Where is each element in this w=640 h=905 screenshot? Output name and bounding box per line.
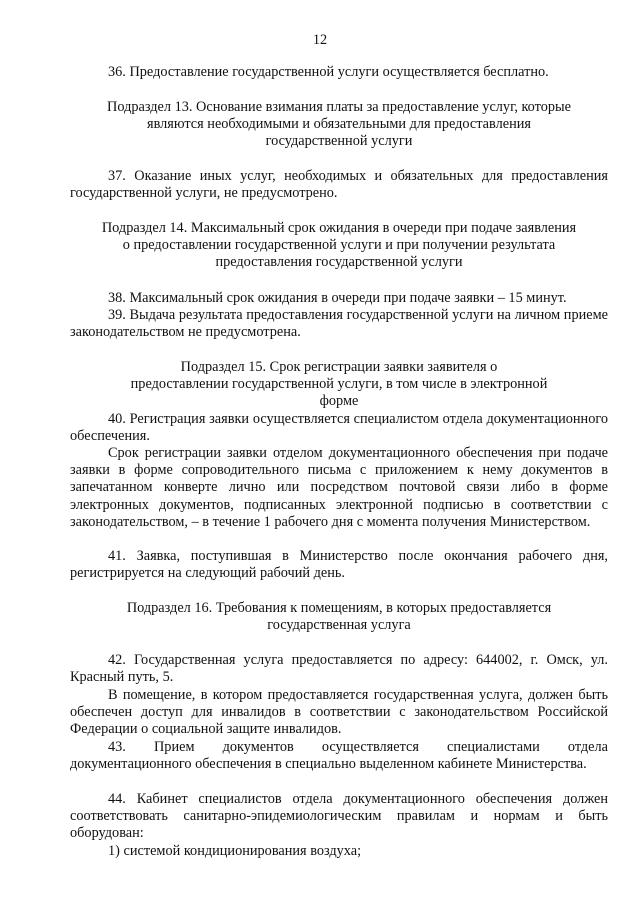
paragraph-39: 39. Выдача результата предоставления государственной услуги на личном приеме законодательством не предусмотрена.: [70, 307, 608, 341]
paragraph-44-item-1: 1) системой кондиционирования воздуха;: [108, 843, 362, 859]
paragraph-37: 37. Оказание иных услуг, необходимых и обязательных для предоставления государственной услуги, не предусмотрено.: [70, 168, 608, 202]
paragraph-42: 42. Государственная услуга предоставляется по адресу: 644002, г. Омск, ул. Красный путь, 5.: [70, 652, 608, 686]
paragraph-41: 41. Заявка, поступившая в Министерство после окончания рабочего дня, регистрируется на следующий рабочий день.: [70, 548, 608, 582]
heading-subsection-15: Подраздел 15. Срок регистрации заявки заявителя о предоставлении государственной услуги, в том числе в электронной форме: [130, 359, 548, 410]
paragraph-42-accessibility: В помещение, в котором предоставляется государственная услуга, должен быть обеспечен доступ для инвалидов в соответствии с законодательством Российской Федерации о социальной защите инвалидов.: [70, 687, 608, 738]
heading-subsection-13: Подраздел 13. Основание взимания платы за предоставление услуг, которые являются необходимыми и обязательными для предоставления государственной услуги: [107, 99, 571, 150]
paragraph-40: 40. Регистрация заявки осуществляется специалистом отдела документационного обеспечения.: [70, 411, 608, 445]
paragraph-40-registration-term: Срок регистрации заявки отделом документационного обеспечения при подаче заявки в форме сопроводительного письма с приложением к нему документов в запечатанном конверте лично или посредством почтовой связи либо в форме электронных документов, подписанных электронной подписью в соответствии с законодательством, – в течение 1 рабочего дня с момента получения Министерством.: [70, 445, 608, 530]
paragraph-38: 38. Максимальный срок ожидания в очереди при подаче заявки – 15 минут.: [108, 290, 567, 306]
page-number: 12: [312, 32, 328, 48]
paragraph-36: 36. Предоставление государственной услуги осуществляется бесплатно.: [108, 64, 549, 80]
paragraph-44: 44. Кабинет специалистов отдела документационного обеспечения должен соответствовать санитарно-эпидемиологическим правилам и нормам и быть оборудован:: [70, 791, 608, 842]
heading-subsection-14: Подраздел 14. Максимальный срок ожидания в очереди при подаче заявления о предоставлении государственной услуги и при получении результата предоставления государственной услуги: [101, 220, 577, 271]
paragraph-43: 43. Прием документов осуществляется специалистами отдела документационного обеспечения в специально выделенном кабинете Министерства.: [70, 739, 608, 773]
heading-subsection-16: Подраздел 16. Требования к помещениям, в которых предоставляется государственная услуга: [126, 600, 552, 634]
